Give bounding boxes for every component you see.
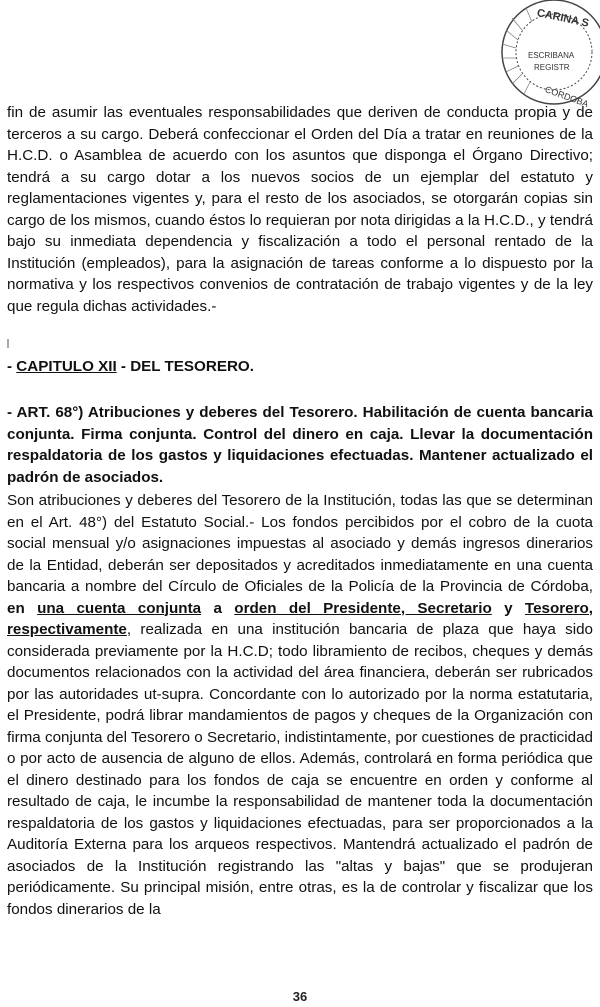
margin-mark (7, 339, 9, 348)
article-heading (7, 402, 593, 488)
body-bold-u3: Tesorero, respectivamente (7, 599, 594, 638)
body-part2: , realizada en una institución bancaria de plaza que haya sido considerada previamente por la H.C.D; todo libramiento de recibos, cheques y demás documentos relacionados con la actividad del área financiera, deberán ser rubricados por las autoridades ut-supra. Concordante con lo autorizado por la norma estatutaria, el Presidente, podrá librar mandamientos de pagos y cheques de la Organización con firma conjunta del Tesorero o Secretario, indistintamente, por cuestiones de practicidad o por acto de ausencia de alguno de ellos. Además, controlará en forma periódica que el dinero destinado para los fondos de caja se encuentre en orden y conforme al resultado de caja, le incumbe la responsabilidad de mantener toda la documentación respaldatoria de los gastos y liquidaciones efectuadas, para ser proporcionados a la Auditoría Externa para los arqueos respectivos. Mantendrá actualizado el padrón de asociados de la Institución registrando las "altas y bajas" que se produjeran periódicamente. Su principal misión, entre otras, es la de controlar y fiscalizar que los fondos dinerarios de la (7, 621, 593, 918)
page-footer (0, 989, 600, 1004)
seal-text-top: CARINA S (535, 7, 590, 30)
page-number: 36 (292, 989, 308, 1004)
notary-seal (476, 0, 600, 112)
body-bold-en: en (7, 599, 38, 617)
seal-text-bottom: CÓRDOBA (543, 84, 590, 110)
paragraph-continuation (7, 102, 593, 317)
notary-seal-graphic (476, 0, 600, 112)
body-bold-y: y (491, 599, 525, 617)
article-body (7, 490, 593, 920)
body-bold-u1: una cuenta conjunta (37, 599, 202, 617)
body-bold-a: a (201, 599, 235, 617)
seal-text-mid1: ESCRIBANA (528, 51, 575, 60)
chapter-title: - DEL TESORERO. (116, 358, 254, 375)
body-bold-u2: orden del Presidente, Secretario (234, 599, 492, 617)
article-heading-text: - ART. 68°) Atribuciones y deberes del Tesorero. Habilitación de cuenta bancaria conjunta. Firma conjunta. Control del dinero en caja. Llevar la documentación respaldatoria de los gastos y liquidaciones efectuadas. Mantener actualizado el padrón de asociados. (7, 404, 593, 486)
paragraph-text: fin de asumir las eventuales responsabilidades que deriven de conducta propia y de terceros a su cargo. Deberá confeccionar el Orden del Día a tratar en reuniones de la H.C.D. o Asamblea de acuerdo con los asuntos que disponga el Órgano Directivo; tendrá a su cargo dotar a los nuevos socios de un ejemplar del estatuto y reglamentaciones vigentes y, para el resto de los asociados, se otorgarán copias sin cargo de los mismos, cuando éstos lo requieran por nota dirigidas a la H.C.D., y tendrá bajo su inmediata dependencia y fiscalización a todo el personal rentado de la Institución (empleados), para la asignación de tareas conforme a lo dispuesto por la normativa y los respectivos convenios de contratación de trabajo vigentes y de la ley que regula dichas actividades.- (7, 104, 593, 315)
body-part1: Son atribuciones y deberes del Tesorero de la Institución, todas las que se determinan en el Art. 48°) del Estatuto Social.- Los fondos percibidos por el cobro de la cuota social mensual y/o asignaciones impuestas al asociado y demás ingresos dinerarios de la Entidad, deberán ser depositados y acreditados inmediatamente en una cuenta bancaria a nombre del Círculo de Oficiales de la Policía de la Provincia de Córdoba, (7, 492, 593, 595)
seal-text-mid2: REGISTR (534, 63, 570, 72)
chapter-prefix: - (7, 358, 17, 375)
chapter-label: CAPITULO XII (16, 358, 117, 375)
chapter-heading (7, 356, 593, 378)
